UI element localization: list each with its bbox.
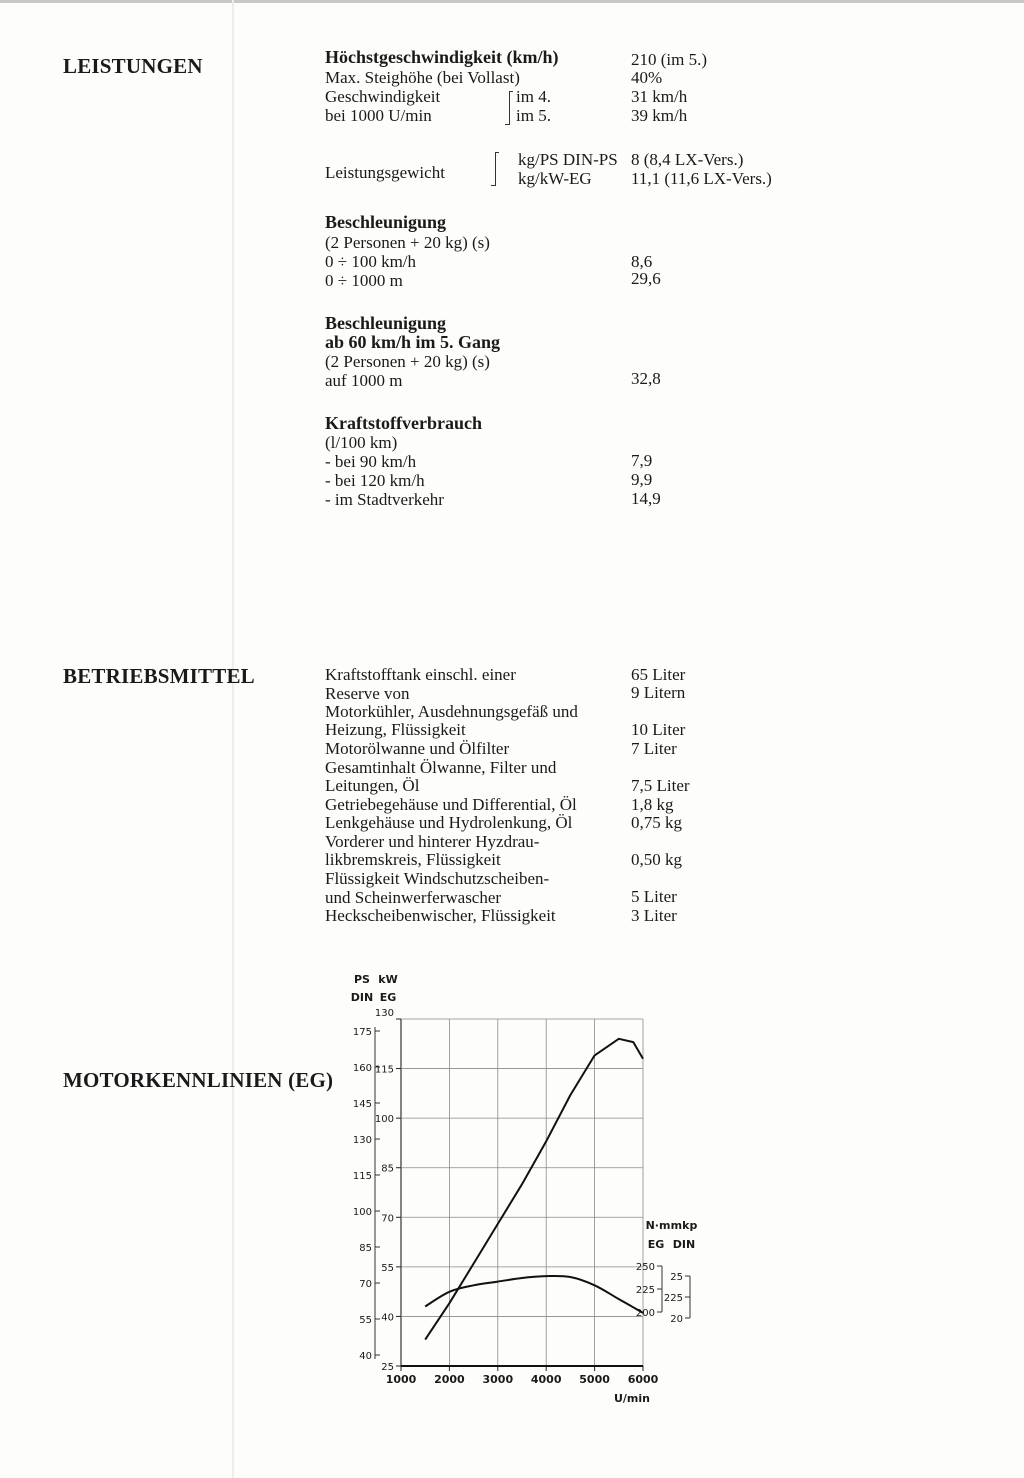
nm-tick-label: 250 <box>635 1262 655 1273</box>
gesch-value-4: 31 km/h <box>631 87 688 106</box>
nm-tick-label: 200 <box>635 1308 655 1319</box>
leistungsgewicht-value-ps: 8 (8,4 LX-Vers.) <box>631 150 744 169</box>
mkp-tick-label: 25 <box>670 1272 683 1283</box>
x-tick-label: 3000 <box>482 1373 514 1386</box>
chart-curves <box>425 1039 643 1340</box>
leistungsgewicht-label: Leistungsgewicht <box>325 163 445 182</box>
beschleunigung-5-row-label: auf 1000 m <box>325 371 403 390</box>
mkp-tick-label: 225 <box>663 1293 683 1304</box>
ps-tick-label: 100 <box>352 1207 372 1218</box>
betriebsmittel-row-label: Gesamtinhalt Ölwanne, Filter und <box>325 758 557 777</box>
betriebsmittel-row-label: Reserve von <box>325 684 410 703</box>
ps-tick-label: 175 <box>352 1027 372 1038</box>
betriebsmittel-row-label: Leitungen, Öl <box>325 776 420 795</box>
betriebsmittel-row-label: und Scheinwerferwascher <box>325 888 502 907</box>
ps-tick-label: 145 <box>352 1099 372 1110</box>
steig-label: Max. Steighöhe (bei Vollast) <box>325 68 520 87</box>
ps-axis-header: DIN <box>350 991 374 1004</box>
kraftstoff-row-value: 9,9 <box>631 470 653 489</box>
x-axis-label: U/min <box>613 1392 651 1405</box>
beschleunigung-subtitle: (2 Personen + 20 kg) (s) <box>325 233 490 252</box>
x-tick-label: 1000 <box>385 1373 417 1386</box>
kraftstoff-row-label: - bei 90 km/h <box>325 452 417 471</box>
section-title-leistungen: LEISTUNGEN <box>63 54 203 78</box>
betriebsmittel-row-value: 3 Liter <box>631 906 677 925</box>
beschleunigung-5-subtitle: (2 Personen + 20 kg) (s) <box>325 352 490 371</box>
ps-tick-label: 40 <box>359 1351 372 1362</box>
section-title-motorkennlinien: MOTORKENNLINIEN (EG) <box>63 1068 334 1092</box>
kw-axis-header: kW <box>378 973 398 986</box>
kw-tick-label: 115 <box>374 1064 394 1076</box>
kw-tick-label: 55 <box>381 1262 394 1274</box>
betriebsmittel-row-label: Getriebegehäuse und Differential, Öl <box>325 795 577 814</box>
mkp-tick-label: 20 <box>670 1314 683 1325</box>
betriebsmittel-row-value: 7,5 Liter <box>631 776 690 795</box>
gesch-gear-5: im 5. <box>516 106 551 125</box>
kraftstoff-row-value: 14,9 <box>631 489 661 508</box>
gesch-value-5: 39 km/h <box>631 106 688 125</box>
x-tick-label: 2000 <box>434 1373 465 1386</box>
torque-curve <box>425 1276 643 1313</box>
kw-tick-label: 130 <box>374 1008 394 1019</box>
betriebsmittel-row-label: Heizung, Flüssigkeit <box>325 720 466 739</box>
mkp-axis-header: mkp <box>670 1219 698 1232</box>
section-title-betriebsmittel: BETRIEBSMITTEL <box>63 664 255 688</box>
kw-tick-label: 70 <box>381 1213 394 1225</box>
betriebsmittel-row-label: Lenkgehäuse und Hydrolenkung, Öl <box>325 813 573 832</box>
kw-tick-label: 40 <box>381 1312 394 1324</box>
beschleunigung-row-label: 0 ÷ 1000 m <box>325 271 403 290</box>
hoechst-value: 210 (im 5.) <box>631 50 708 69</box>
kw-tick-label: 85 <box>381 1163 394 1175</box>
ps-tick-label: 85 <box>359 1243 372 1254</box>
beschleunigung-5-row-value: 32,8 <box>631 369 661 388</box>
betriebsmittel-row-value: 10 Liter <box>631 720 686 739</box>
kw-axis-header: EG <box>379 991 397 1004</box>
nm-tick-label: 225 <box>635 1285 655 1296</box>
nm-axis-header: EG <box>647 1238 665 1251</box>
ps-tick-label: 115 <box>352 1171 372 1182</box>
betriebsmittel-row-label: Motorkühler, Ausdehnungsgefäß und <box>325 702 578 721</box>
leistungsgewicht-value-kw: 11,1 (11,6 LX-Vers.) <box>631 169 772 188</box>
beschleunigung-row-value: 8,6 <box>631 252 653 271</box>
chart-labels <box>351 973 698 1405</box>
kraftstoff-title: Kraftstoffverbrauch <box>325 413 482 433</box>
steig-value: 40% <box>631 68 663 87</box>
betriebsmittel-row-label: Vorderer und hinterer Hyzdrau- <box>325 832 540 851</box>
beschleunigung-5-title-1: Beschleunigung <box>325 313 447 333</box>
beschleunigung-title: Beschleunigung <box>325 212 447 232</box>
kw-tick-label: 25 <box>381 1362 394 1373</box>
kraftstoff-row-label: - bei 120 km/h <box>325 471 425 490</box>
betriebsmittel-row-value: 9 Litern <box>631 683 686 702</box>
betriebsmittel-row-value: 5 Liter <box>631 887 677 906</box>
kw-tick-label: 100 <box>374 1114 394 1126</box>
gesch-label-2: bei 1000 U/min <box>325 106 432 125</box>
beschleunigung-5-title-2: ab 60 km/h im 5. Gang <box>325 332 501 352</box>
betriebsmittel-row-value: 0,75 kg <box>631 813 682 832</box>
kraftstoff-row-value: 7,9 <box>631 451 653 470</box>
chart-grid <box>401 1019 643 1366</box>
betriebsmittel-row-value: 1,8 kg <box>631 795 674 814</box>
mkp-axis-header: DIN <box>672 1238 696 1251</box>
beschleunigung-row-value: 29,6 <box>631 269 661 288</box>
nm-axis-header: N·m <box>645 1219 671 1232</box>
x-tick-label: 6000 <box>627 1373 659 1386</box>
betriebsmittel-row-value: 65 Liter <box>631 665 686 684</box>
ps-tick-label: 70 <box>359 1279 372 1290</box>
betriebsmittel-row-value: 0,50 kg <box>631 850 682 869</box>
betriebsmittel-row-value: 7 Liter <box>631 739 677 758</box>
betriebsmittel-row-label: Kraftstofftank einschl. einer <box>325 665 516 684</box>
leistungsgewicht-unit-kw: kg/kW-EG <box>518 169 592 188</box>
gesch-label-1: Geschwindigkeit <box>325 87 441 106</box>
betriebsmittel-row-label: likbremskreis, Flüssigkeit <box>325 850 501 869</box>
ps-tick-label: 130 <box>352 1135 372 1146</box>
betriebsmittel-row-label: Heckscheibenwischer, Flüssigkeit <box>325 906 556 925</box>
gesch-gear-4: im 4. <box>516 87 551 106</box>
beschleunigung-row-label: 0 ÷ 100 km/h <box>325 252 417 271</box>
x-tick-label: 5000 <box>579 1373 610 1386</box>
kraftstoff-subtitle: (l/100 km) <box>325 433 398 452</box>
kraftstoff-row-label: - im Stadtverkehr <box>325 490 444 509</box>
betriebsmittel-row-label: Motorölwanne und Ölfilter <box>325 739 510 758</box>
ps-axis-header: PS <box>354 973 370 986</box>
ps-tick-label: 160 <box>352 1063 372 1074</box>
ps-tick-label: 55 <box>359 1315 372 1326</box>
x-tick-label: 4000 <box>530 1373 562 1386</box>
hoechst-label: Höchstgeschwindigkeit (km/h) <box>325 47 559 67</box>
betriebsmittel-row-label: Flüssigkeit Windschutzscheiben- <box>325 869 550 888</box>
leistungsgewicht-unit-ps: kg/PS DIN-PS <box>518 150 618 169</box>
